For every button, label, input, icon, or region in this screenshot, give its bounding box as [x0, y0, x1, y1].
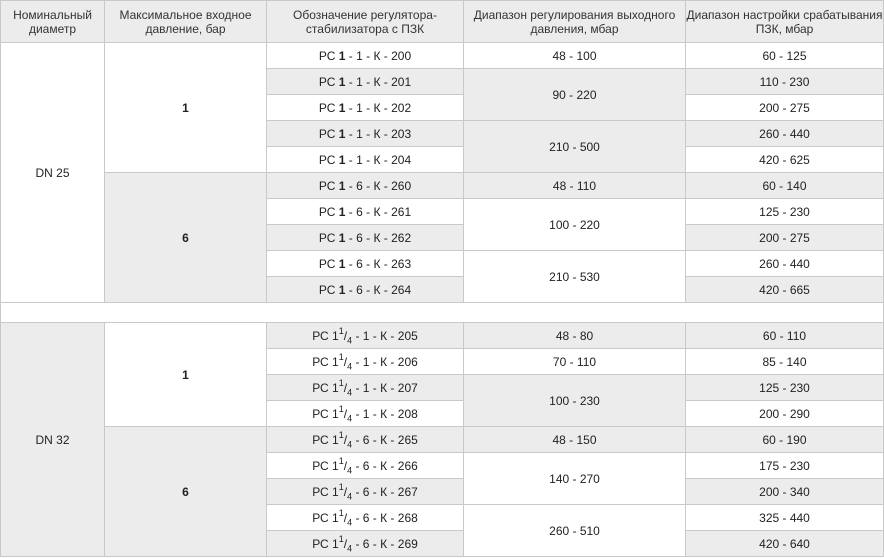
designation-cell [267, 277, 464, 303]
designation-code: - 6 - К - 265 [352, 432, 418, 447]
pzk-range-cell: 260 - 440 [686, 251, 884, 277]
designation-prefix: РС [318, 230, 339, 245]
pzk-range-cell: 85 - 140 [686, 349, 884, 375]
outlet-range-cell: 70 - 110 [464, 349, 686, 375]
designation-cell [267, 43, 464, 69]
pzk-range-cell: 125 - 230 [686, 199, 884, 225]
fraction-slash: / [343, 406, 348, 421]
designation-size: 1 [338, 230, 346, 245]
table-row [1, 173, 884, 199]
outlet-range-cell: 90 - 220 [464, 69, 686, 121]
fraction-numerator: 1 [338, 533, 344, 544]
pressure-cell: 6 [105, 427, 267, 557]
fraction-denominator: 4 [347, 386, 353, 397]
designation-code: - 1 - К - 203 [345, 126, 412, 141]
header-outlet-range: Диапазон регулирования выходного давления, мбар [464, 1, 686, 43]
pzk-range-cell: 420 - 665 [686, 277, 884, 303]
fraction-numerator: 1 [338, 377, 344, 388]
designation-size: 1 [338, 126, 346, 141]
designation-code: - 1 - К - 201 [345, 74, 412, 89]
outlet-range-cell: 48 - 80 [464, 323, 686, 349]
designation-prefix: РС 1 [312, 406, 339, 421]
fraction-numerator: 1 [338, 403, 344, 414]
pressure-cell: 6 [105, 173, 267, 303]
pzk-range-cell: 200 - 290 [686, 401, 884, 427]
designation-size: 1 [338, 256, 346, 271]
pressure-cell: 1 [105, 323, 267, 427]
designation-prefix: РС [318, 74, 339, 89]
designation-prefix: РС 1 [312, 484, 339, 499]
designation-code: - 6 - К - 260 [345, 178, 412, 193]
designation-prefix: РС 1 [312, 380, 339, 395]
designation-prefix: РС [318, 178, 339, 193]
outlet-range-cell: 210 - 530 [464, 251, 686, 303]
designation-cell [267, 251, 464, 277]
pzk-range-cell: 125 - 230 [686, 375, 884, 401]
designation-cell [267, 199, 464, 225]
table-row [1, 43, 884, 69]
designation-cell [267, 225, 464, 251]
fraction-slash: / [343, 328, 348, 343]
fraction-denominator: 4 [347, 542, 353, 553]
pzk-range-cell: 60 - 110 [686, 323, 884, 349]
header-pressure: Максимальное входное давление, бар [105, 1, 267, 43]
outlet-range-cell: 48 - 110 [464, 173, 686, 199]
fraction-denominator: 4 [347, 360, 353, 371]
designation-code: - 1 - К - 205 [352, 328, 418, 343]
fraction-numerator: 1 [338, 429, 344, 440]
designation-prefix: РС [318, 48, 339, 63]
pzk-range-cell: 200 - 340 [686, 479, 884, 505]
outlet-range-cell: 48 - 150 [464, 427, 686, 453]
designation-code: - 6 - К - 267 [352, 484, 418, 499]
designation-code: - 6 - К - 262 [345, 230, 412, 245]
designation-prefix: РС [318, 100, 339, 115]
designation-prefix: РС [318, 152, 339, 167]
pzk-range-cell: 175 - 230 [686, 453, 884, 479]
fraction-numerator: 1 [338, 481, 344, 492]
designation-code: - 1 - К - 200 [345, 48, 412, 63]
pzk-range-cell: 325 - 440 [686, 505, 884, 531]
designation-cell [267, 95, 464, 121]
fraction-denominator: 4 [347, 464, 353, 475]
outlet-range-cell: 140 - 270 [464, 453, 686, 505]
designation-code: - 1 - К - 204 [345, 152, 412, 167]
designation-prefix: РС 1 [312, 458, 339, 473]
designation-prefix: РС 1 [312, 354, 339, 369]
spacer-cell [1, 303, 884, 323]
fraction-slash: / [343, 354, 348, 369]
designation-cell [267, 505, 464, 531]
designation-size: 1 [338, 100, 346, 115]
outlet-range-cell: 210 - 500 [464, 121, 686, 173]
designation-code: - 6 - К - 261 [345, 204, 412, 219]
designation-code: - 1 - К - 206 [352, 354, 418, 369]
table-row [1, 323, 884, 349]
fraction-denominator: 4 [347, 412, 353, 423]
outlet-range-cell: 100 - 230 [464, 375, 686, 427]
pzk-range-cell: 200 - 275 [686, 225, 884, 251]
pzk-range-cell: 200 - 275 [686, 95, 884, 121]
designation-prefix: РС [318, 126, 339, 141]
diameter-cell: DN 32 [1, 323, 105, 557]
designation-prefix: РС 1 [312, 536, 339, 551]
designation-code: - 1 - К - 207 [352, 380, 418, 395]
header-row [1, 1, 884, 43]
designation-code: - 6 - К - 266 [352, 458, 418, 473]
group-spacer [1, 303, 884, 323]
designation-cell [267, 453, 464, 479]
fraction-denominator: 4 [347, 438, 353, 449]
designation-prefix: РС 1 [312, 328, 339, 343]
designation-prefix: РС [318, 282, 339, 297]
designation-code: - 1 - К - 208 [352, 406, 418, 421]
table-row [1, 427, 884, 453]
designation-cell [267, 375, 464, 401]
outlet-range-cell: 260 - 510 [464, 505, 686, 557]
pzk-range-cell: 420 - 625 [686, 147, 884, 173]
designation-cell [267, 401, 464, 427]
designation-code: - 6 - К - 263 [345, 256, 412, 271]
pzk-range-cell: 60 - 140 [686, 173, 884, 199]
designation-code: - 6 - К - 268 [352, 510, 418, 525]
designation-cell [267, 479, 464, 505]
designation-cell [267, 427, 464, 453]
fraction-numerator: 1 [338, 351, 344, 362]
fraction-slash: / [343, 380, 348, 395]
diameter-cell: DN 25 [1, 43, 105, 303]
fraction-slash: / [343, 432, 348, 447]
designation-code: - 6 - К - 269 [352, 536, 418, 551]
pzk-range-cell: 420 - 640 [686, 531, 884, 557]
fraction-slash: / [343, 458, 348, 473]
fraction-slash: / [343, 484, 348, 499]
designation-prefix: РС [318, 256, 339, 271]
fraction-slash: / [343, 510, 348, 525]
fraction-numerator: 1 [338, 507, 344, 518]
designation-prefix: РС [318, 204, 339, 219]
designation-cell [267, 121, 464, 147]
fraction-denominator: 4 [347, 516, 353, 527]
header-diameter: Номинальный диаметр [1, 1, 105, 43]
designation-prefix: РС 1 [312, 432, 339, 447]
fraction-slash: / [343, 536, 348, 551]
designation-cell [267, 69, 464, 95]
outlet-range-cell: 100 - 220 [464, 199, 686, 251]
designation-size: 1 [338, 48, 346, 63]
designation-size: 1 [338, 204, 346, 219]
pzk-range-cell: 60 - 190 [686, 427, 884, 453]
designation-cell [267, 173, 464, 199]
designation-cell [267, 147, 464, 173]
designation-size: 1 [338, 152, 346, 167]
designation-cell [267, 323, 464, 349]
pressure-cell: 1 [105, 43, 267, 173]
designation-size: 1 [338, 282, 346, 297]
fraction-numerator: 1 [338, 325, 344, 336]
designation-size: 1 [338, 74, 346, 89]
fraction-denominator: 4 [347, 490, 353, 501]
outlet-range-cell: 48 - 100 [464, 43, 686, 69]
fraction-numerator: 1 [338, 455, 344, 466]
pzk-range-cell: 110 - 230 [686, 69, 884, 95]
designation-code: - 6 - К - 264 [345, 282, 412, 297]
designation-prefix: РС 1 [312, 510, 339, 525]
pzk-range-cell: 260 - 440 [686, 121, 884, 147]
designation-cell [267, 349, 464, 375]
fraction-denominator: 4 [347, 334, 353, 345]
header-designation: Обозначение регулятора-стабилизатора с ПЗК [267, 1, 464, 43]
designation-code: - 1 - К - 202 [345, 100, 412, 115]
designation-size: 1 [338, 178, 346, 193]
header-pzk-range: Диапазон настройки срабатывания ПЗК, мбар [686, 1, 884, 43]
pzk-range-cell: 60 - 125 [686, 43, 884, 69]
designation-cell [267, 531, 464, 557]
